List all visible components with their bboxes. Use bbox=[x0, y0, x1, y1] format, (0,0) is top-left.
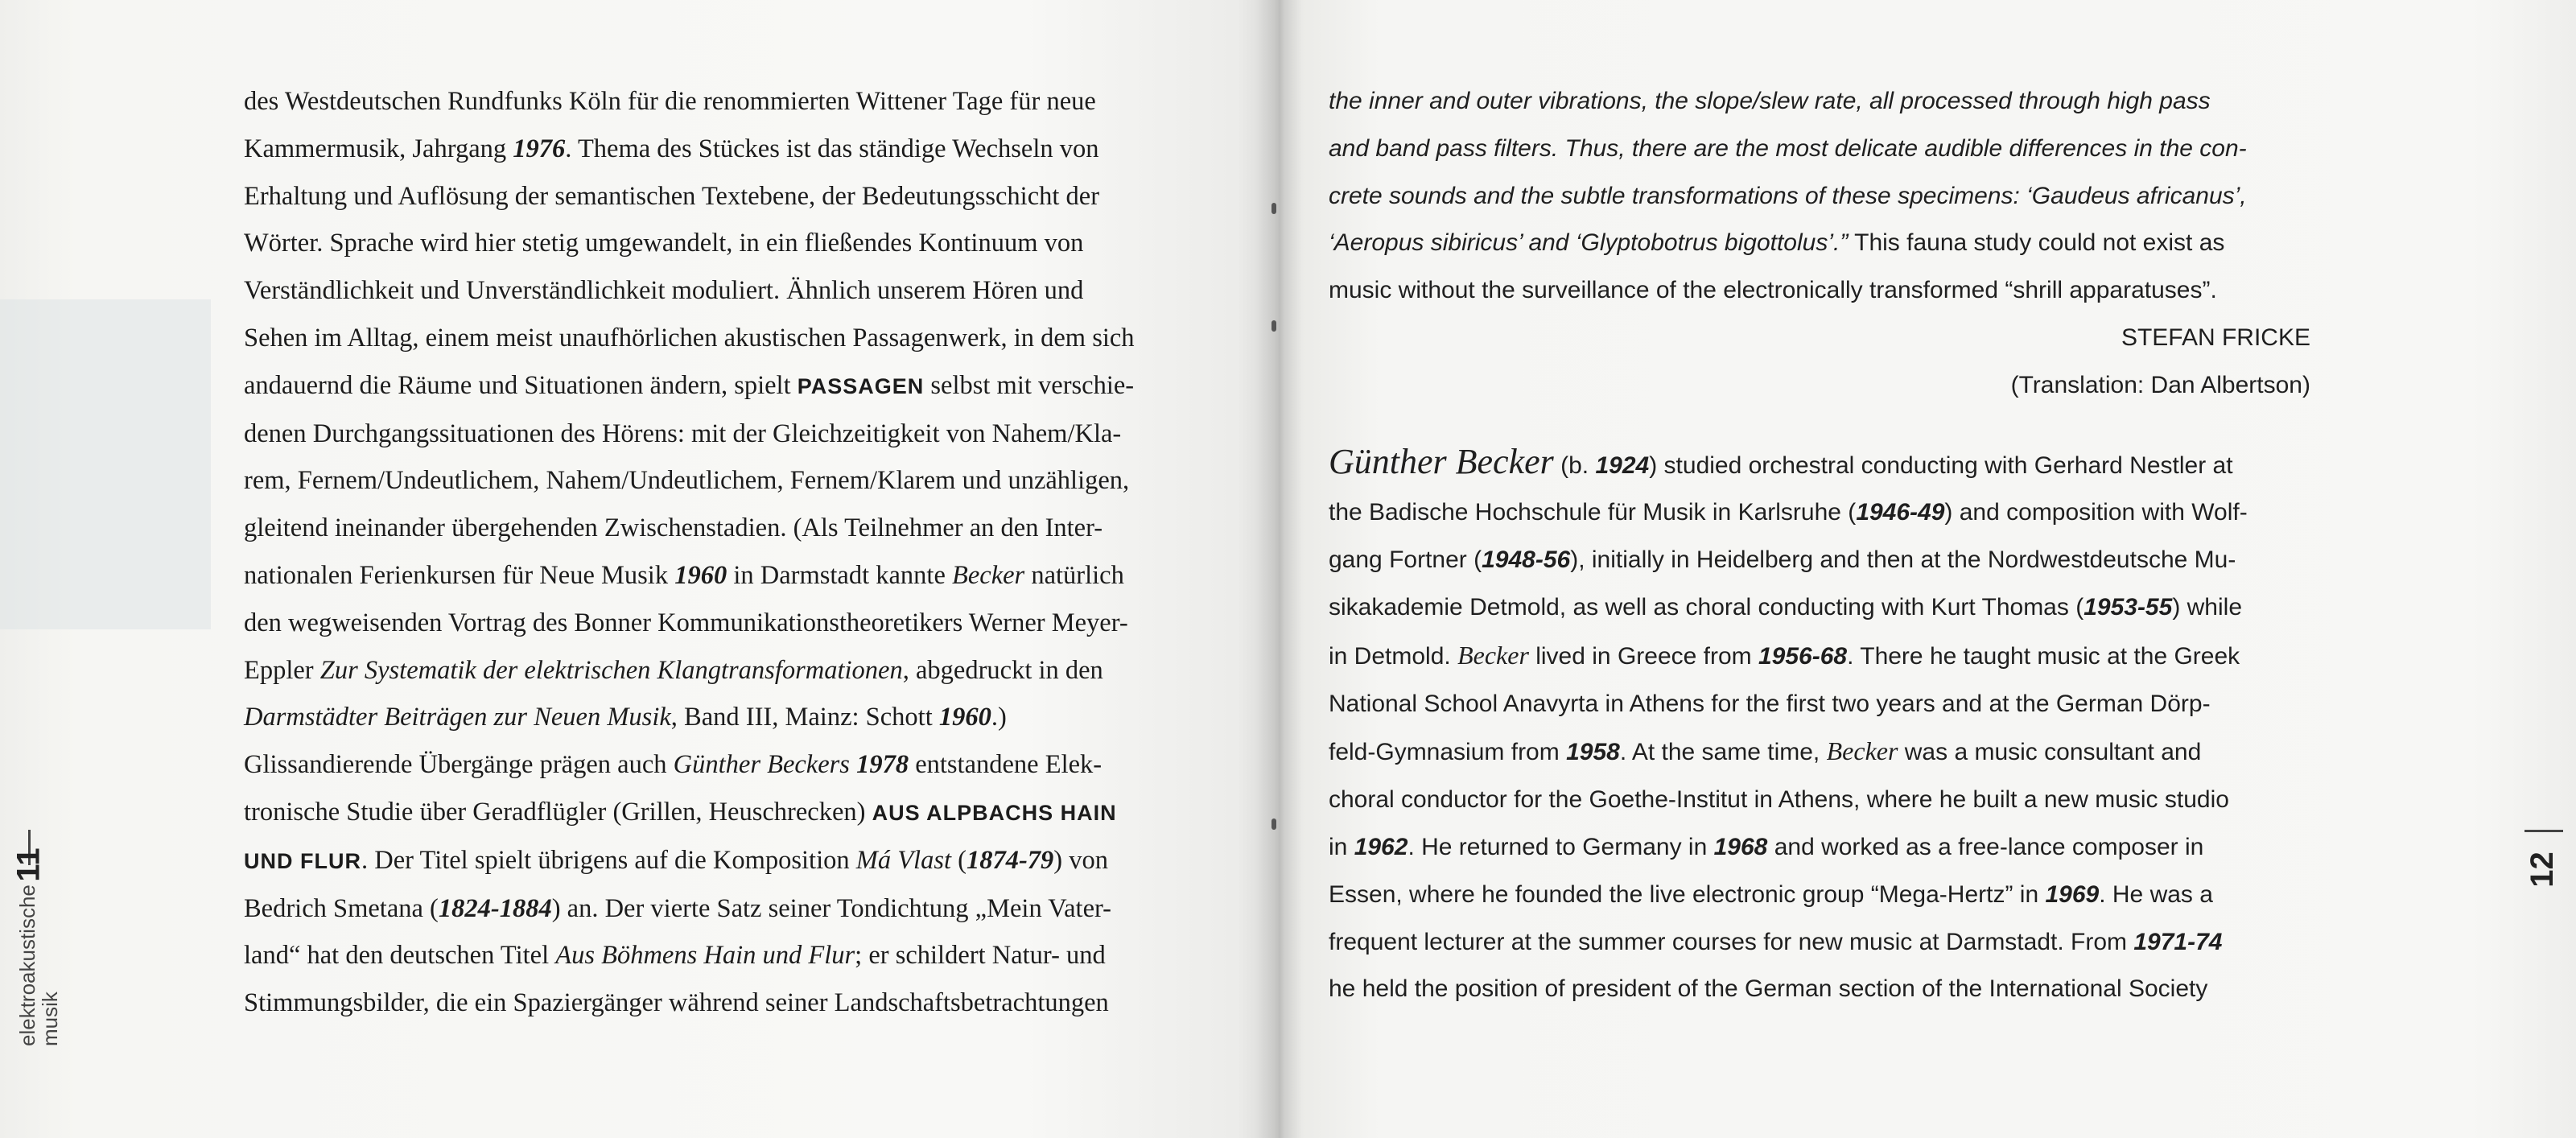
text-run: . He was a bbox=[2099, 880, 2213, 908]
page-number-rule bbox=[2524, 830, 2563, 832]
left-body-text bbox=[244, 78, 1210, 1027]
text-run: , abgedruckt in den bbox=[902, 655, 1103, 685]
section-label-line2: musik bbox=[38, 992, 62, 1046]
text-run-caps: UND FLUR bbox=[244, 848, 361, 873]
text-line bbox=[1329, 584, 2310, 632]
section-label bbox=[16, 853, 61, 1046]
text-run: tronische Studie über Geradflügler (Grillen, Heuschrecken) bbox=[244, 797, 872, 827]
text-run: ) von bbox=[1053, 845, 1108, 875]
text-run: .) bbox=[991, 703, 1007, 732]
text-run: STEFAN FRICKE bbox=[2121, 324, 2310, 351]
text-run: denen Durchgangssituationen des Hörens: mit der Gleichzeitigkeit von Nahem/Kla- bbox=[244, 419, 1122, 448]
text-line bbox=[1329, 220, 2310, 267]
text-run-bi: 1978 bbox=[856, 750, 909, 780]
right-page bbox=[1276, 0, 2576, 1138]
text-run: ) an. Der vierte Satz seiner Tondichtung „Mein Vater- bbox=[551, 893, 1111, 923]
text-run: ) and composition with Wolf- bbox=[1944, 499, 2248, 526]
page-number-right: 12 bbox=[2524, 851, 2560, 888]
text-run: the Badische Hochschule für Musik in Karlsruhe ( bbox=[1329, 499, 1857, 526]
text-run-bi: 1968 bbox=[1713, 833, 1768, 860]
text-run-it: crete sounds and the subtle transformations of these specimens: ‘Gaudeus africanus’, bbox=[1329, 182, 2247, 209]
binding-mark bbox=[1272, 203, 1276, 214]
text-run-bi: 1946-49 bbox=[1856, 499, 1945, 526]
text-line bbox=[244, 315, 1210, 362]
text-line bbox=[244, 173, 1210, 221]
text-line bbox=[1329, 777, 2310, 824]
text-line bbox=[244, 410, 1210, 458]
text-run: ), initially in Heidelberg and then at the Nordwestdeutsche Mu- bbox=[1570, 546, 2236, 574]
text-run-it: and band pass filters. Thus, there are the most delicate audible differences in the con- bbox=[1329, 134, 2247, 162]
text-run-bi: 1960 bbox=[674, 560, 727, 590]
text-run-bi: 1976 bbox=[513, 134, 566, 163]
text-line bbox=[244, 552, 1210, 600]
text-run-bi: 1958 bbox=[1566, 739, 1620, 766]
text-run: . There he taught music at the Greek bbox=[1847, 642, 2240, 670]
text-run: in Darmstadt kannte bbox=[727, 560, 952, 590]
text-run-bi: 1960 bbox=[938, 703, 991, 732]
text-line bbox=[244, 600, 1210, 647]
text-run-it: the inner and outer vibrations, the slope/slew rate, all processed through high pass bbox=[1329, 88, 2211, 114]
text-line bbox=[244, 885, 1210, 933]
text-run: ; er schildert Natur- und bbox=[855, 941, 1106, 971]
text-line bbox=[1329, 267, 2310, 315]
text-run-bi: 1824-1884 bbox=[438, 893, 552, 923]
text-run-it: Becker bbox=[952, 560, 1025, 590]
text-run: nationalen Ferienkursen für Neue Musik bbox=[244, 560, 675, 590]
show-through-image bbox=[0, 299, 211, 629]
text-run: . He returned to Germany in bbox=[1408, 833, 1714, 860]
text-run: Essen, where he founded the live electronic group “Mega-Hertz” in bbox=[1329, 880, 2046, 908]
text-run: ) studied orchestral conducting with Gerhard Nestler at bbox=[1649, 451, 2233, 479]
text-line bbox=[1329, 872, 2310, 919]
text-line bbox=[1329, 728, 2310, 777]
text-run-it: Günther Beckers bbox=[673, 750, 850, 780]
text-line bbox=[244, 505, 1210, 552]
text-line bbox=[244, 267, 1210, 315]
text-line bbox=[244, 220, 1210, 267]
text-run: feld-Gymnasium from bbox=[1329, 739, 1567, 766]
text-run: lived in Greece from bbox=[1528, 642, 1758, 670]
text-run-name: Günther Becker bbox=[1329, 441, 1554, 481]
text-run: This fauna study could not exist as bbox=[1848, 229, 2225, 257]
text-run: gleitend ineinander übergehenden Zwischenstadien. (Als Teilnehmer an den Inter- bbox=[244, 513, 1103, 543]
text-run: selbst mit verschie- bbox=[924, 370, 1135, 400]
text-run-it: Aus Böhmens Hain und Flur bbox=[555, 941, 855, 971]
text-run: Wörter. Sprache wird hier stetig umgewandelt, in ein fließendes Kontinuum von bbox=[244, 229, 1084, 258]
text-run: sikakademie Detmold, as well as choral conducting with Kurt Thomas ( bbox=[1329, 593, 2084, 621]
text-run-it: Darmstädter Beiträgen zur Neuen Musik bbox=[244, 703, 671, 732]
text-run: (b. bbox=[1553, 451, 1596, 479]
text-run: was a music consultant and bbox=[1898, 739, 2202, 766]
text-line bbox=[244, 741, 1210, 789]
text-run-caps: PASSAGEN bbox=[797, 373, 925, 398]
text-line bbox=[244, 789, 1210, 837]
text-run-bi: 1971-74 bbox=[2133, 928, 2223, 955]
text-line bbox=[244, 126, 1210, 173]
text-run-it: ‘Aeropus sibiricus’ and ‘Glyptobotrus bigottolus’.” bbox=[1329, 229, 1849, 257]
credit-line bbox=[1329, 362, 2310, 410]
section-label-line1: elektroakustische bbox=[15, 884, 39, 1046]
text-line bbox=[1329, 824, 2310, 872]
text-run: des Westdeutschen Rundfunks Köln für die renommierten Wittener Tage für neue bbox=[244, 87, 1096, 116]
text-line bbox=[1329, 681, 2310, 728]
text-run-bi: 1953-55 bbox=[2083, 593, 2173, 621]
text-run-serifit: Becker bbox=[1826, 736, 1898, 766]
text-run-it: Zur Systematik der elektrischen Klangtransformationen bbox=[319, 655, 903, 685]
text-run: frequent lecturer at the summer courses for new music at Darmstadt. From bbox=[1329, 928, 2134, 955]
book-gutter bbox=[1255, 0, 1304, 1138]
text-run bbox=[850, 750, 856, 779]
text-run: National School Anavyrta in Athens for the first two years and at the German Dörp- bbox=[1329, 690, 2211, 717]
text-line bbox=[1329, 173, 2310, 221]
text-line bbox=[244, 647, 1210, 695]
text-run-bi: 1969 bbox=[2045, 880, 2100, 908]
text-run: ) while bbox=[2172, 593, 2243, 621]
right-body-text bbox=[1329, 78, 2310, 1013]
text-run-bi: 1874-79 bbox=[966, 845, 1054, 875]
text-run: den wegweisenden Vortrag des Bonner Kommunikationstheoretikers Werner Meyer- bbox=[244, 608, 1128, 637]
text-run: , Band III, Mainz: Schott bbox=[670, 703, 939, 732]
text-run-it: Má Vlast bbox=[855, 845, 952, 875]
text-line bbox=[1329, 489, 2310, 537]
text-line bbox=[244, 362, 1210, 410]
text-run: and worked as a free-lance composer in bbox=[1767, 833, 2204, 860]
text-run: Glissandierende Übergänge prägen auch bbox=[244, 750, 674, 780]
text-run-bi: 1948-56 bbox=[1482, 546, 1571, 574]
text-run-serifit: Becker bbox=[1457, 640, 1529, 670]
text-run: andauernd die Räume und Situationen ändern, spielt bbox=[244, 370, 798, 400]
text-run: entstandene Elek- bbox=[909, 750, 1103, 780]
credit-line bbox=[1329, 315, 2310, 362]
text-run: Verständlichkeit und Unverständlichkeit moduliert. Ähnlich unserem Hören und bbox=[244, 276, 1084, 306]
text-run: ( bbox=[951, 845, 967, 875]
text-line bbox=[1329, 632, 2310, 681]
text-line bbox=[1329, 919, 2310, 967]
text-line bbox=[244, 78, 1210, 126]
text-line bbox=[1329, 78, 2310, 126]
text-line bbox=[1329, 537, 2310, 584]
text-line bbox=[244, 979, 1210, 1027]
text-run: choral conductor for the Goethe-Institut in Athens, where he built a new music studio bbox=[1329, 786, 2229, 814]
text-run: land“ hat den deutschen Titel bbox=[244, 941, 556, 971]
text-run: music without the surveillance of the electronically transformed “shrill apparatuses”. bbox=[1329, 277, 2217, 304]
left-page bbox=[0, 0, 1276, 1138]
text-run: gang Fortner ( bbox=[1329, 546, 1482, 574]
text-run-bi: 1956-68 bbox=[1758, 642, 1848, 670]
text-run: Sehen im Alltag, einem meist unaufhörlichen akustischen Passagenwerk, in dem sich bbox=[244, 323, 1135, 353]
text-line bbox=[1329, 126, 2310, 173]
text-run: natürlich bbox=[1024, 560, 1124, 590]
text-run: . At the same time, bbox=[1619, 739, 1827, 766]
binding-mark bbox=[1272, 818, 1276, 830]
text-line bbox=[1329, 439, 2310, 490]
text-run: he held the position of president of the German section of the International Society bbox=[1329, 975, 2208, 1003]
text-line bbox=[1329, 966, 2310, 1013]
text-run-bi: 1962 bbox=[1354, 833, 1408, 860]
text-line bbox=[244, 694, 1210, 741]
text-run: Eppler bbox=[244, 655, 320, 685]
text-run: (Translation: Dan Albertson) bbox=[2010, 371, 2310, 398]
page-number-left: 11 bbox=[10, 847, 47, 882]
text-run-bi: 1924 bbox=[1595, 451, 1650, 479]
text-run: Bedrich Smetana ( bbox=[244, 893, 439, 923]
text-run: . Thema des Stückes ist das ständige Wechseln von bbox=[565, 134, 1099, 163]
text-line bbox=[244, 932, 1210, 979]
text-run: . Der Titel spielt übrigens auf die Komposition bbox=[361, 845, 856, 875]
text-run: Kammermusik, Jahrgang bbox=[244, 134, 513, 163]
text-run: in Detmold. bbox=[1329, 642, 1458, 670]
text-line bbox=[244, 837, 1210, 885]
text-run: Stimmungsbilder, die ein Spaziergänger während seiner Landschaftsbetrachtungen bbox=[244, 988, 1109, 1018]
text-run-caps: AUS ALPBACHS HAIN bbox=[872, 800, 1117, 825]
text-run: rem, Fernem/Undeutlichem, Nahem/Undeutlichem, Fernem/Klarem und unzähligen, bbox=[244, 466, 1130, 496]
text-run: Erhaltung und Auflösung der semantischen Textebene, der Bedeutungsschicht der bbox=[244, 181, 1100, 211]
binding-mark bbox=[1272, 320, 1276, 332]
text-line bbox=[244, 457, 1210, 505]
text-run: in bbox=[1329, 833, 1354, 860]
